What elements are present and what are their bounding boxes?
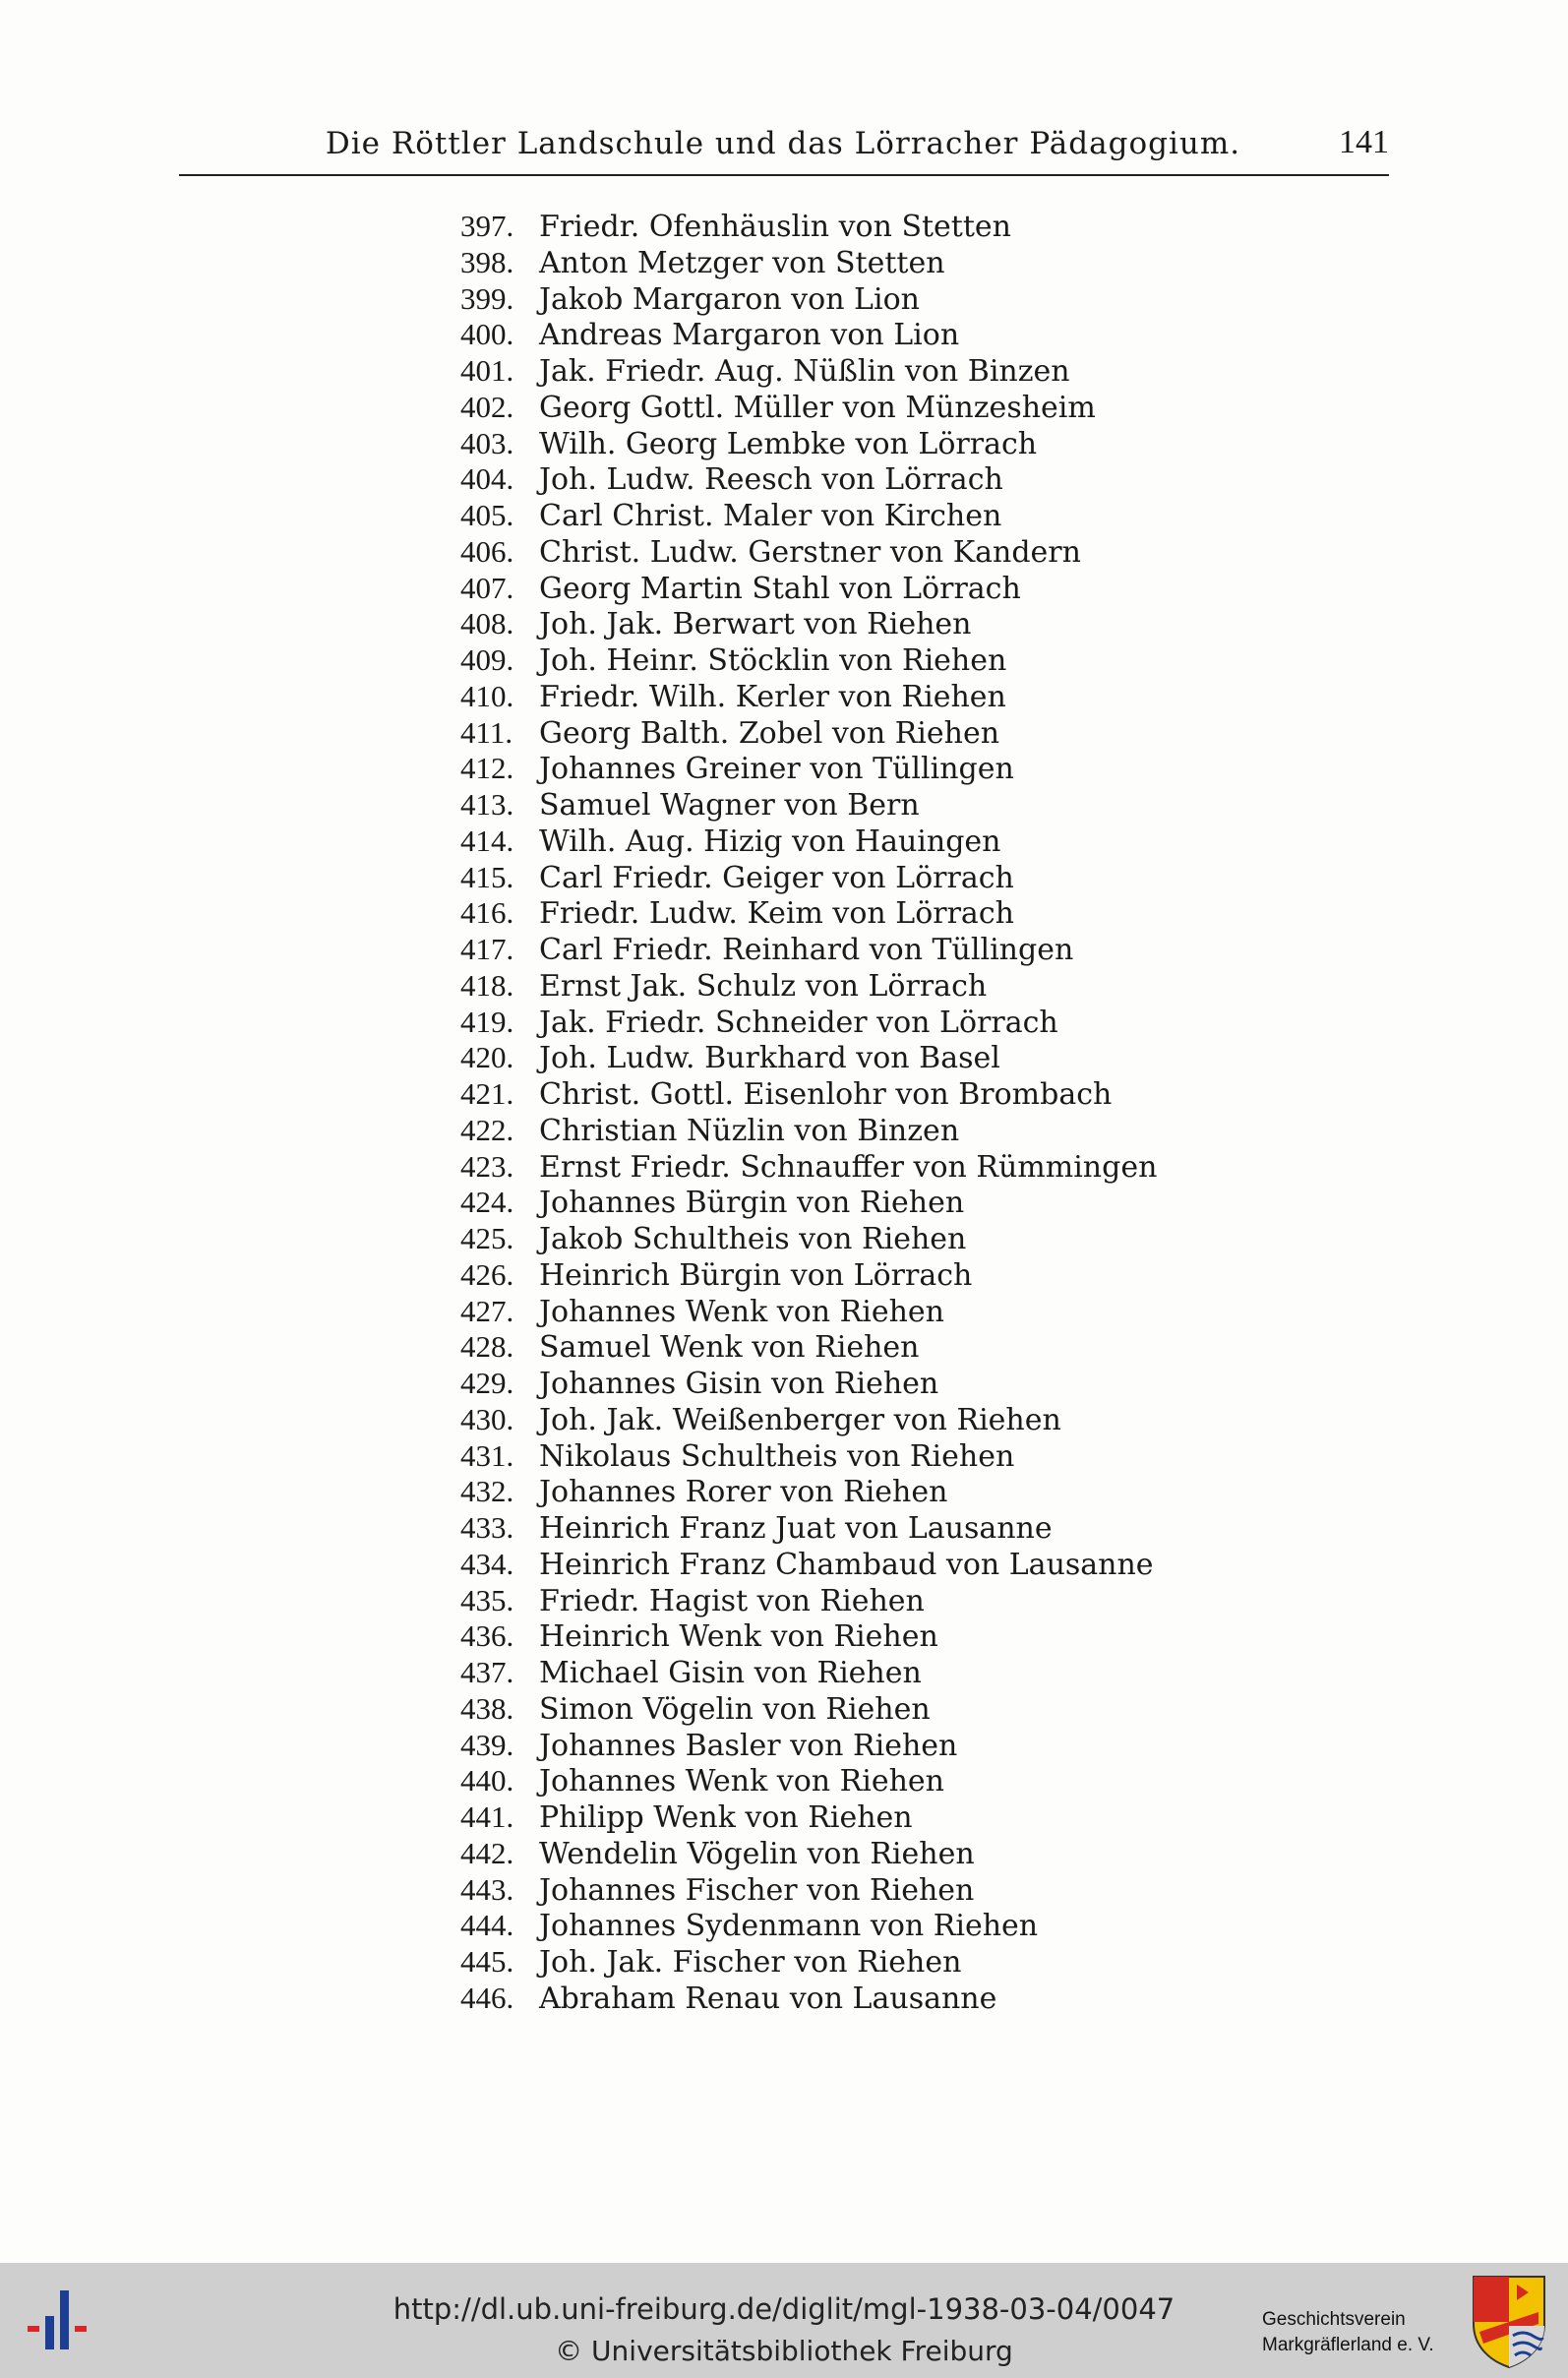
entry-number: 398. — [460, 244, 514, 279]
list-item — [460, 642, 1157, 679]
list-item — [460, 1221, 1157, 1257]
entry-number: 441. — [460, 1799, 514, 1834]
entry-text: Jak. Friedr. Aug. Nüßlin von Binzen — [539, 354, 1070, 389]
entry-number: 400. — [460, 317, 514, 352]
entry-number: 409. — [460, 642, 514, 677]
list-item — [460, 1763, 1157, 1799]
entry-number: 408. — [460, 606, 514, 641]
entry-text: Abraham Renau von Lausanne — [539, 1981, 997, 2016]
list-item — [460, 1799, 1157, 1836]
entry-number: 418. — [460, 967, 514, 1003]
entry-number: 442. — [460, 1835, 514, 1870]
entry-number: 419. — [460, 1004, 514, 1039]
entry-text: Christ. Ludw. Gerstner von Kandern — [539, 534, 1081, 570]
entry-text: Johannes Wenk von Riehen — [539, 1294, 945, 1329]
entry-number: 425. — [460, 1221, 514, 1255]
entry-text: Nikolaus Schultheis von Riehen — [539, 1438, 1015, 1474]
entry-text: Johannes Fischer von Riehen — [539, 1872, 975, 1908]
entry-text: Michael Gisin von Riehen — [539, 1656, 922, 1690]
entry-text: Philipp Wenk von Riehen — [539, 1800, 913, 1835]
list-item — [460, 1583, 1157, 1619]
header-rule — [179, 174, 1389, 176]
entry-text: Carl Christ. Maler von Kirchen — [539, 499, 1002, 533]
entry-text: Andreas Margaron von Lion — [539, 318, 960, 353]
list-item — [460, 209, 1157, 245]
entry-number: 436. — [460, 1618, 514, 1654]
entry-number: 429. — [460, 1366, 514, 1400]
list-item — [460, 823, 1157, 860]
society-name-line2: Markgräflerland e. V. — [1262, 2335, 1434, 2355]
entry-number: 397. — [460, 209, 514, 243]
entry-number: 399. — [460, 280, 514, 316]
list-item — [460, 534, 1157, 571]
entry-text: Joh. Jak. Weißenberger von Riehen — [539, 1402, 1061, 1437]
entry-number: 431. — [460, 1437, 514, 1473]
entry-text: Johannes Greiner von Tüllingen — [539, 752, 1014, 787]
entry-text: Anton Metzger von Stetten — [539, 245, 945, 280]
list-item — [460, 1149, 1157, 1186]
list-item — [460, 787, 1157, 823]
entry-text: Heinrich Wenk von Riehen — [539, 1619, 938, 1655]
running-head: Die Röttler Landschule und das Lörracher Pädagogium. — [325, 126, 1241, 161]
entry-text: Wilh. Aug. Hizig von Hauingen — [539, 823, 1001, 859]
entry-text: Heinrich Franz Chambaud von Lausanne — [539, 1547, 1154, 1582]
copyright-notice: © Universitätsbibliothek Freiburg — [555, 2335, 1013, 2367]
entry-number: 412. — [460, 751, 514, 786]
entry-text: Georg Gottl. Müller von Münzesheim — [539, 390, 1096, 425]
entry-text: Samuel Wagner von Bern — [539, 788, 920, 823]
entry-text: Joh. Heinr. Stöcklin von Riehen — [539, 643, 1007, 678]
entry-text: Johannes Bürgin von Riehen — [539, 1186, 965, 1221]
entry-number: 444. — [460, 1908, 514, 1943]
list-item — [460, 1329, 1157, 1366]
entry-number: 414. — [460, 823, 514, 858]
list-item — [460, 860, 1157, 896]
entry-number: 437. — [460, 1655, 514, 1689]
list-item — [460, 1294, 1157, 1330]
entry-number: 415. — [460, 859, 514, 894]
list-item — [460, 353, 1157, 390]
entry-number: 422. — [460, 1112, 514, 1147]
entry-number: 423. — [460, 1148, 514, 1184]
entry-number: 404. — [460, 461, 514, 497]
entry-number: 417. — [460, 932, 514, 966]
entry-number: 440. — [460, 1763, 514, 1799]
entry-number: 413. — [460, 787, 514, 822]
entry-number: 446. — [460, 1980, 514, 2015]
entry-text: Friedr. Ludw. Keim von Lörrach — [539, 896, 1014, 932]
list-item — [460, 317, 1157, 353]
entry-text: Samuel Wenk von Riehen — [539, 1330, 920, 1366]
entry-text: Johannes Rorer von Riehen — [539, 1475, 948, 1510]
entry-text: Simon Vögelin von Riehen — [539, 1691, 931, 1727]
list-item — [460, 1438, 1157, 1475]
coat-of-arms-icon — [1470, 2273, 1548, 2369]
list-item — [460, 1836, 1157, 1872]
entry-text: Jak. Friedr. Schneider von Lörrach — [539, 1005, 1058, 1040]
student-list — [460, 209, 1157, 2017]
list-item — [460, 1944, 1157, 1981]
list-item — [460, 1040, 1157, 1076]
entry-number: 420. — [460, 1040, 514, 1075]
entry-number: 407. — [460, 570, 514, 605]
entry-text: Joh. Ludw. Reesch von Lörrach — [539, 462, 1003, 498]
source-url[interactable]: http://dl.ub.uni-freiburg.de/diglit/mgl-1938-03-04/0047 — [392, 2292, 1176, 2326]
list-item — [460, 1510, 1157, 1547]
entry-text: Wilh. Georg Lembke von Lörrach — [539, 426, 1038, 461]
list-item — [460, 1076, 1157, 1113]
list-item — [460, 1366, 1157, 1402]
entry-number: 430. — [460, 1401, 514, 1436]
entry-number: 427. — [460, 1293, 514, 1328]
list-item — [460, 932, 1157, 968]
list-item — [460, 571, 1157, 607]
entry-number: 426. — [460, 1256, 514, 1292]
list-item — [460, 751, 1157, 787]
entry-number: 438. — [460, 1690, 514, 1726]
entry-text: Christian Nüzlin von Binzen — [539, 1113, 960, 1148]
list-item — [460, 461, 1157, 498]
entry-text: Carl Friedr. Reinhard von Tüllingen — [539, 933, 1074, 967]
entry-text: Friedr. Wilh. Kerler von Riehen — [539, 679, 1006, 714]
entry-text: Johannes Gisin von Riehen — [539, 1367, 939, 1401]
list-item — [460, 1872, 1157, 1909]
list-item — [460, 1618, 1157, 1655]
footer-bar — [0, 2263, 1568, 2378]
list-item — [460, 245, 1157, 281]
entry-text: Jakob Margaron von Lion — [539, 281, 920, 317]
list-item — [460, 1474, 1157, 1510]
entry-number: 421. — [460, 1076, 514, 1111]
entry-number: 403. — [460, 425, 514, 460]
list-item — [460, 1402, 1157, 1438]
page-number: 141 — [1339, 124, 1389, 160]
entry-number: 434. — [460, 1546, 514, 1581]
entry-text: Joh. Jak. Berwart von Riehen — [539, 607, 972, 642]
entry-number: 406. — [460, 533, 514, 569]
list-item — [460, 895, 1157, 932]
list-item — [460, 498, 1157, 534]
entry-text: Ernst Jak. Schulz von Lörrach — [539, 968, 988, 1004]
entry-text: Johannes Wenk von Riehen — [539, 1764, 945, 1799]
entry-text: Christ. Gottl. Eisenlohr von Brombach — [539, 1077, 1113, 1112]
list-item — [460, 1005, 1157, 1041]
entry-number: 428. — [460, 1329, 514, 1365]
entry-number: 402. — [460, 389, 514, 424]
entry-number: 443. — [460, 1871, 514, 1907]
entry-number: 424. — [460, 1185, 514, 1220]
entry-number: 439. — [460, 1727, 514, 1762]
list-item — [460, 1655, 1157, 1691]
list-item — [460, 679, 1157, 715]
entry-text: Jakob Schultheis von Riehen — [539, 1222, 967, 1256]
entry-number: 445. — [460, 1944, 514, 1979]
entry-number: 433. — [460, 1510, 514, 1545]
list-item — [460, 1185, 1157, 1221]
entry-number: 411. — [460, 714, 513, 750]
list-item — [460, 968, 1157, 1005]
list-item — [460, 1728, 1157, 1764]
entry-text: Joh. Jak. Fischer von Riehen — [539, 1945, 962, 1980]
page-header — [177, 126, 1389, 169]
entry-text: Ernst Friedr. Schnauffer von Rümmingen — [539, 1149, 1158, 1185]
entry-text: Carl Friedr. Geiger von Lörrach — [539, 860, 1014, 895]
entry-text: Georg Balth. Zobel von Riehen — [539, 715, 1000, 751]
list-item — [460, 426, 1157, 462]
society-name — [1262, 2307, 1434, 2358]
entry-number: 410. — [460, 678, 514, 713]
list-item — [460, 606, 1157, 642]
entry-text: Friedr. Hagist von Riehen — [539, 1583, 925, 1618]
entry-text: Friedr. Ofenhäuslin von Stetten — [539, 210, 1011, 244]
entry-text: Joh. Ludw. Burkhard von Basel — [539, 1041, 1000, 1076]
list-item — [460, 1908, 1157, 1944]
list-item — [460, 1981, 1157, 2017]
list-item — [460, 1113, 1157, 1149]
entry-text: Georg Martin Stahl von Lörrach — [539, 571, 1021, 606]
list-item — [460, 1257, 1157, 1294]
entry-text: Heinrich Bürgin von Lörrach — [539, 1257, 973, 1293]
entry-number: 416. — [460, 895, 514, 931]
entry-text: Johannes Sydenmann von Riehen — [539, 1909, 1039, 1944]
list-item — [460, 1691, 1157, 1728]
list-item — [460, 281, 1157, 318]
entry-text: Wendelin Vögelin von Riehen — [539, 1836, 975, 1871]
list-item — [460, 715, 1157, 752]
entry-number: 432. — [460, 1474, 514, 1509]
entry-number: 435. — [460, 1582, 514, 1617]
entry-number: 401. — [460, 353, 514, 388]
society-name-line1: Geschichtsverein — [1262, 2309, 1406, 2330]
entry-text: Heinrich Franz Juat von Lausanne — [539, 1511, 1053, 1546]
entry-number: 405. — [460, 498, 514, 532]
entry-text: Johannes Basler von Riehen — [539, 1728, 958, 1763]
list-item — [460, 1547, 1157, 1583]
list-item — [460, 390, 1157, 426]
